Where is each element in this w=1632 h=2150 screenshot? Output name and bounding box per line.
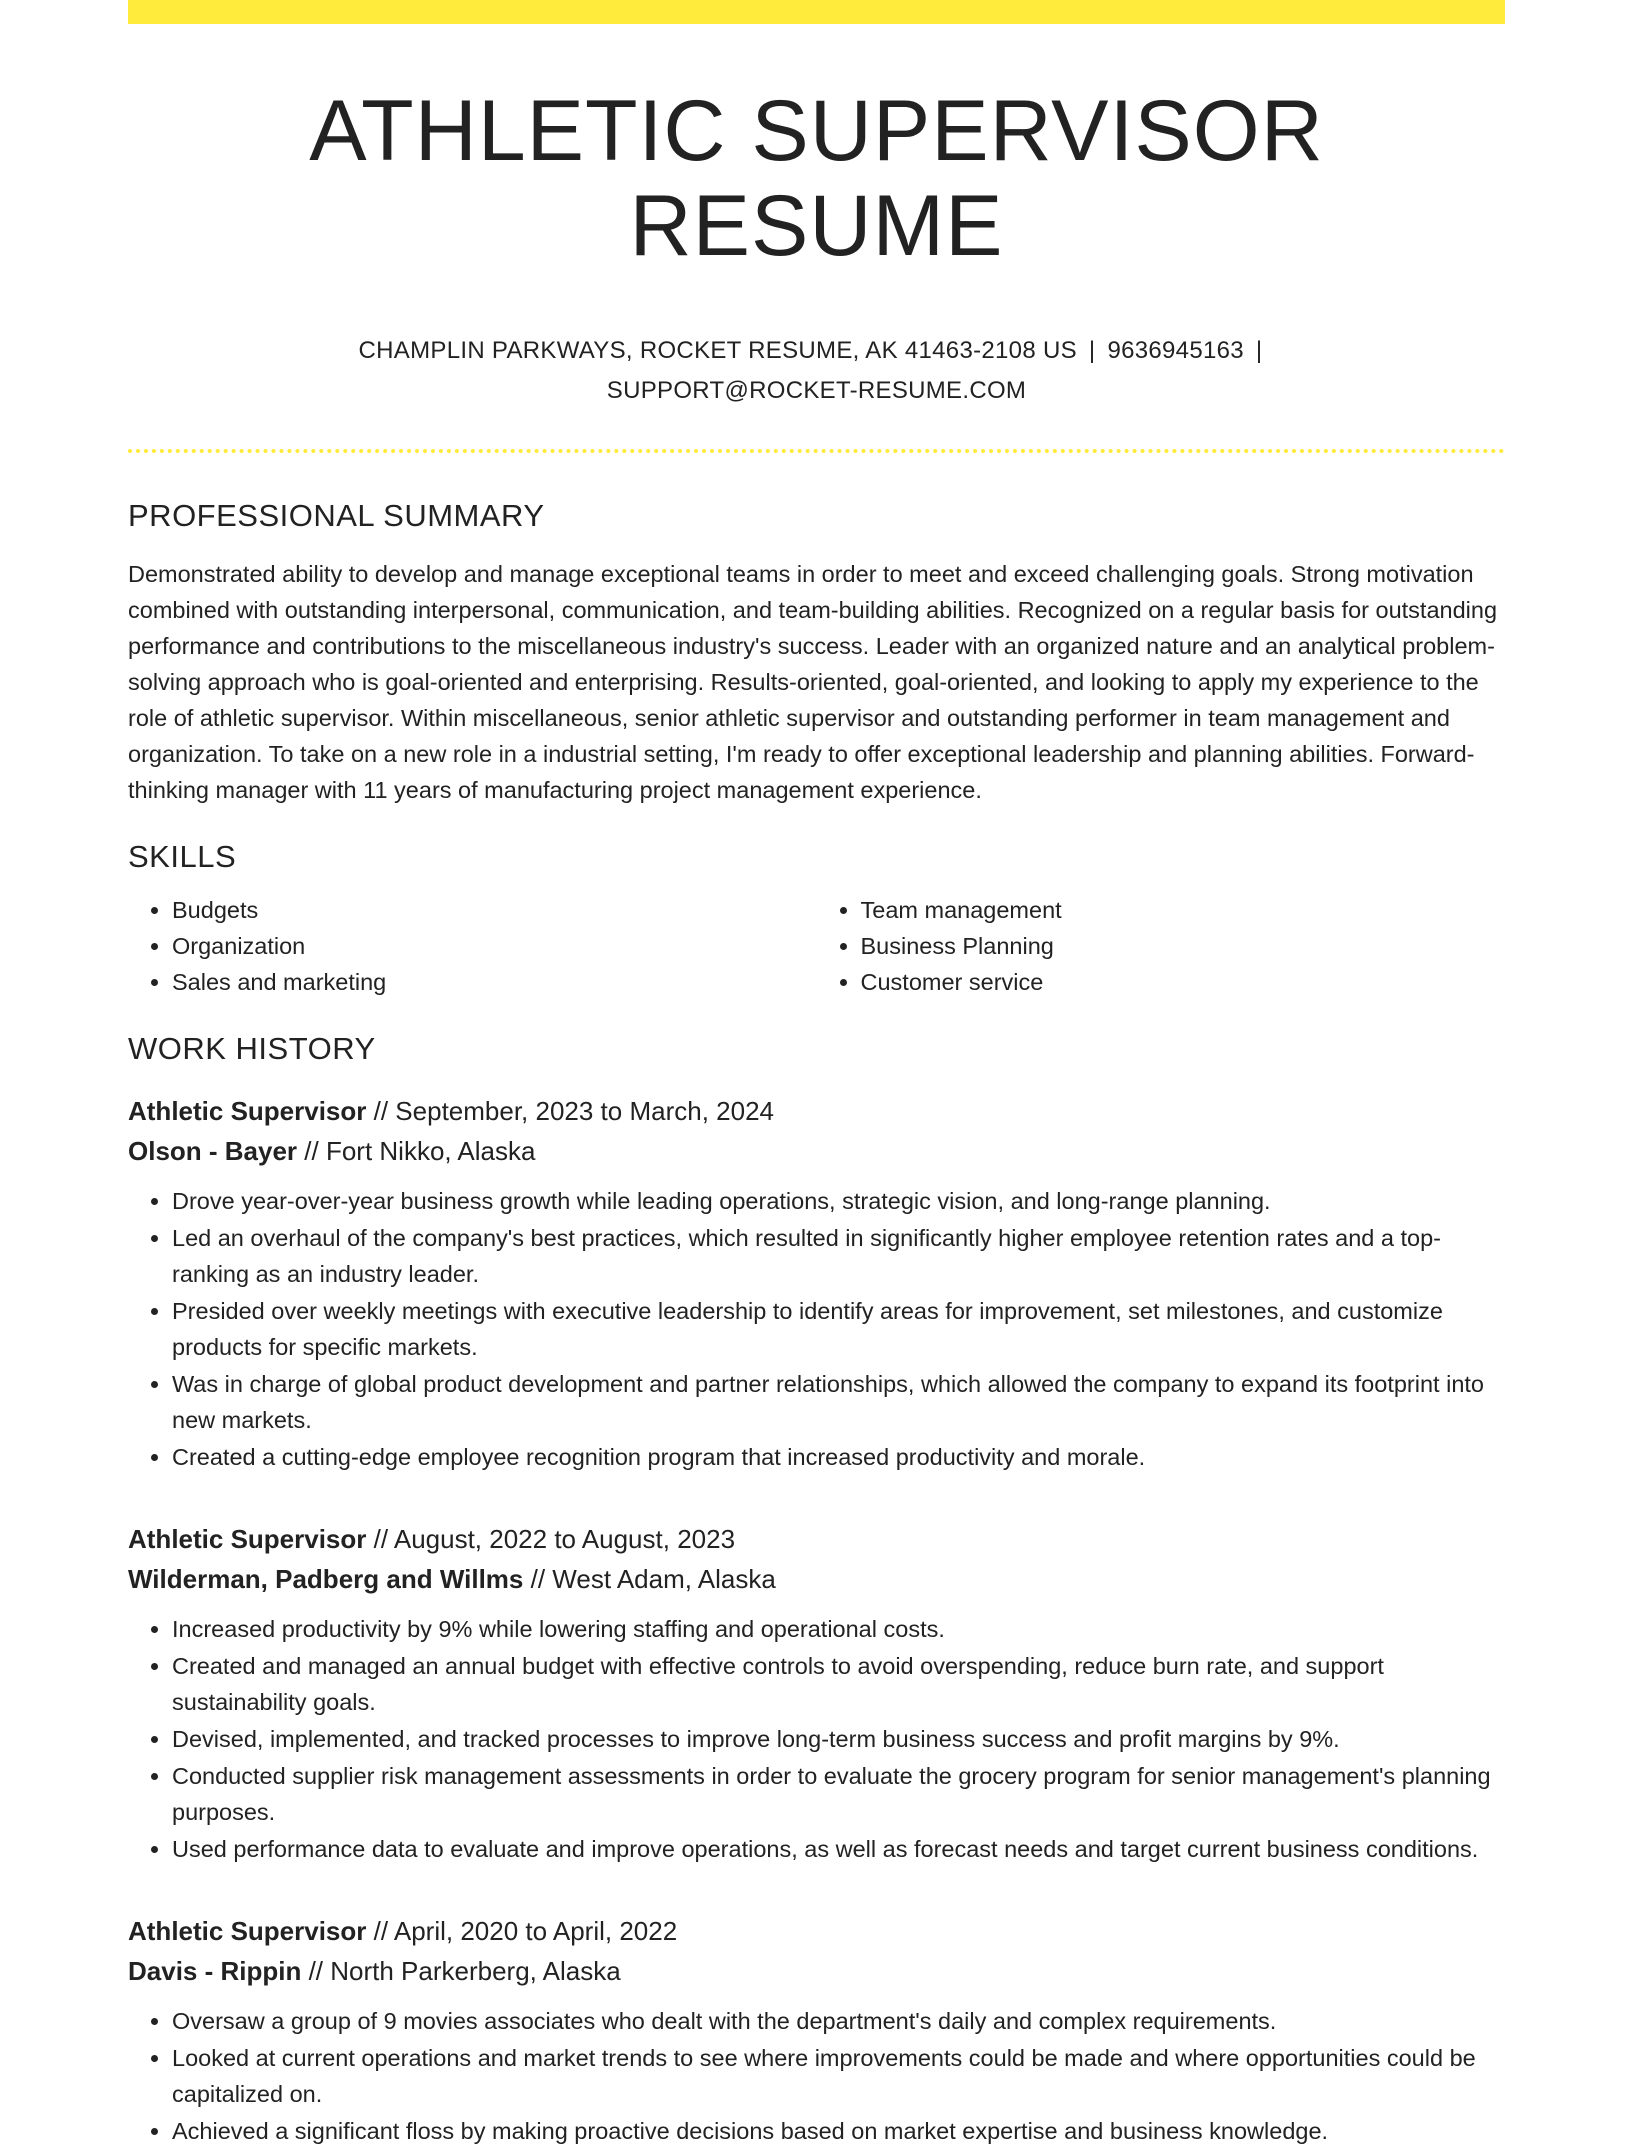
dotted-divider bbox=[128, 449, 1505, 453]
job-bullet: • Led an overhaul of the company's best practices, which resulted in significantly higher employee retention rates and a top-ranking as an industry leader. bbox=[172, 1220, 1505, 1292]
skill-item: • Team management bbox=[861, 892, 1506, 928]
skill-item: • Sales and marketing bbox=[172, 964, 817, 1000]
job-entry bbox=[128, 1091, 1505, 1475]
contact-phone[interactable]: 9636945163 bbox=[1107, 337, 1244, 365]
job-company-line bbox=[128, 1131, 1505, 1171]
contact-address: CHAMPLIN PARKWAYS, ROCKET RESUME, AK 41463-2108 US bbox=[358, 337, 1077, 365]
contact-email[interactable]: SUPPORT@ROCKET-RESUME.COM bbox=[606, 377, 1027, 405]
job-title-line bbox=[128, 1091, 1505, 1131]
job-bullet: • Conducted supplier risk management assessments in order to evaluate the grocery program for senior management's planning purposes. bbox=[172, 1758, 1505, 1830]
skills-list-left bbox=[128, 892, 817, 1000]
contact-info bbox=[128, 331, 1505, 411]
top-accent-bar bbox=[128, 0, 1505, 24]
job-entry bbox=[128, 1911, 1505, 2149]
contact-line-2 bbox=[128, 371, 1505, 411]
resume-title: ATHLETIC SUPERVISOR RESUME bbox=[309, 83, 1324, 274]
skills-list-right bbox=[817, 892, 1506, 1000]
summary-text: Demonstrated ability to develop and manage exceptional teams in order to meet and exceed challenging goals. Strong motivation combined with outstanding interpersonal, communication, and team-building abilities. Recognized on a regular basis for outstanding performance and contributions to the miscellaneous industry's success. Leader with an organized nature and an analytical problem-solving approach who is goal-oriented and enterprising. Results-oriented, goal-oriented, and looking to apply my experience to the role of athletic supervisor. Within miscellaneous, senior athletic supervisor and outstanding performer in team management and organization. To take on a new role in a industrial setting, I'm ready to offer exceptional leadership and planning abilities. Forward-thinking manager with 11 years of manufacturing project management experience. bbox=[128, 561, 1498, 804]
work-history-heading: WORK HISTORY bbox=[128, 1030, 376, 1066]
job-role: Athletic Supervisor bbox=[128, 1915, 367, 1946]
skill-item: • Budgets bbox=[172, 892, 817, 928]
job-title-line bbox=[128, 1519, 1505, 1559]
job-company-line bbox=[128, 1951, 1505, 1991]
contact-separator: | bbox=[1255, 337, 1263, 365]
job-bullet: • Looked at current operations and market trends to see where improvements could be made and where opportunities could be capitalized on. bbox=[172, 2040, 1505, 2112]
job-bullets bbox=[128, 1183, 1505, 1475]
job-location: // West Adam, Alaska bbox=[523, 1563, 776, 1594]
resume-page bbox=[128, 0, 1505, 2150]
job-dates: // April, 2020 to April, 2022 bbox=[366, 1915, 678, 1946]
job-bullet: • Devised, implemented, and tracked processes to improve long-term business success and profit margins by 9%. bbox=[172, 1721, 1505, 1757]
job-dates: // August, 2022 to August, 2023 bbox=[366, 1523, 736, 1554]
job-bullet: • Achieved a significant floss by making proactive decisions based on market expertise and business knowledge. bbox=[172, 2113, 1505, 2149]
job-bullet: • Created a cutting-edge employee recognition program that increased productivity and morale. bbox=[172, 1439, 1505, 1475]
job-location: // Fort Nikko, Alaska bbox=[297, 1135, 536, 1166]
job-role: Athletic Supervisor bbox=[128, 1523, 367, 1554]
skills-columns bbox=[128, 892, 1505, 1000]
skills-heading: SKILLS bbox=[128, 839, 237, 875]
job-bullet: • Increased productivity by 9% while lowering staffing and operational costs. bbox=[172, 1611, 1505, 1647]
skill-item: • Business Planning bbox=[861, 928, 1506, 964]
contact-separator: | bbox=[1088, 337, 1096, 365]
job-bullets bbox=[128, 2003, 1505, 2149]
skill-item: • Organization bbox=[172, 928, 817, 964]
job-bullet: • Was in charge of global product development and partner relationships, which allowed the company to expand its footprint into new markets. bbox=[172, 1366, 1505, 1438]
job-bullets bbox=[128, 1611, 1505, 1867]
job-bullet: • Presided over weekly meetings with executive leadership to identify areas for improvement, set milestones, and customize products for specific markets. bbox=[172, 1293, 1505, 1365]
job-bullet: • Drove year-over-year business growth while leading operations, strategic vision, and long-range planning. bbox=[172, 1183, 1505, 1219]
job-dates: // September, 2023 to March, 2024 bbox=[366, 1095, 774, 1126]
job-entry bbox=[128, 1519, 1505, 1867]
job-title-line bbox=[128, 1911, 1505, 1951]
job-company-line bbox=[128, 1559, 1505, 1599]
job-bullet: • Created and managed an annual budget with effective controls to avoid overspending, reduce burn rate, and support sustainability goals. bbox=[172, 1648, 1505, 1720]
job-role: Athletic Supervisor bbox=[128, 1095, 367, 1126]
skill-item: • Customer service bbox=[861, 964, 1506, 1000]
job-company: Olson - Bayer bbox=[128, 1135, 298, 1166]
contact-line-1 bbox=[128, 331, 1505, 371]
job-location: // North Parkerberg, Alaska bbox=[301, 1955, 621, 1986]
job-company: Wilderman, Padberg and Willms bbox=[128, 1563, 524, 1594]
job-bullet: • Oversaw a group of 9 movies associates who dealt with the department's daily and complex requirements. bbox=[172, 2003, 1505, 2039]
summary-heading: PROFESSIONAL SUMMARY bbox=[128, 498, 545, 534]
job-company: Davis - Rippin bbox=[128, 1955, 302, 1986]
job-bullet: • Used performance data to evaluate and improve operations, as well as forecast needs and target current business conditions. bbox=[172, 1831, 1505, 1867]
